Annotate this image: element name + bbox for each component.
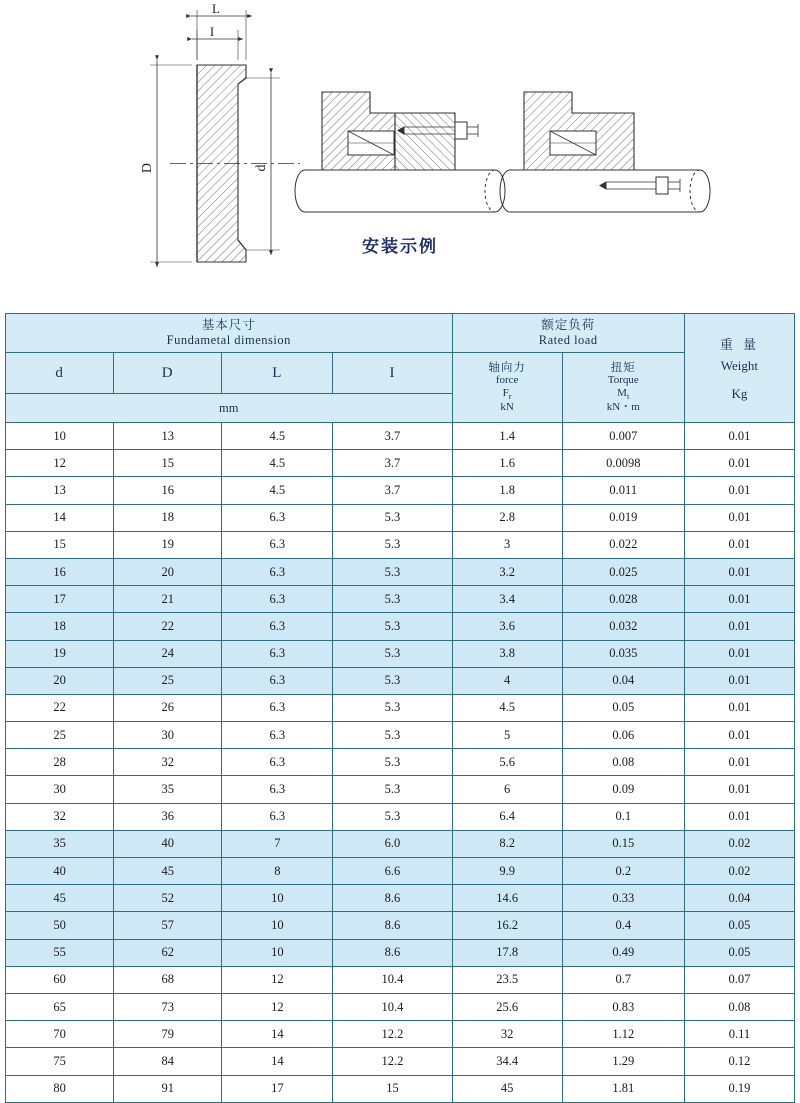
cell-L: 17 [222, 1075, 333, 1102]
cell-weight: 0.11 [684, 1021, 794, 1048]
table-row [6, 912, 795, 939]
cell-force: 5.6 [452, 749, 562, 776]
figure-caption: 安装示例 [362, 237, 438, 257]
torque-symbol-sub: t [626, 391, 630, 402]
cell-torque: 0.06 [562, 722, 684, 749]
cell-D: 45 [114, 858, 222, 885]
cell-L: 6.3 [222, 640, 333, 667]
cell-I: 12.2 [333, 1048, 452, 1075]
cell-weight: 0.02 [684, 858, 794, 885]
cell-I: 10.4 [333, 966, 452, 993]
table-row [6, 1048, 795, 1075]
cell-I: 15 [333, 1075, 452, 1102]
cell-I: 5.3 [333, 531, 452, 558]
table-row [6, 830, 795, 857]
cell-d: 32 [6, 803, 114, 830]
force-symbol-sub: r [508, 391, 512, 402]
table-body [6, 423, 795, 1103]
cell-torque: 0.4 [562, 912, 684, 939]
table-row [6, 613, 795, 640]
cell-d: 17 [6, 586, 114, 613]
table-row [6, 1021, 795, 1048]
cell-D: 68 [114, 966, 222, 993]
cell-weight: 0.01 [684, 694, 794, 721]
cell-torque: 1.81 [562, 1075, 684, 1102]
cell-d: 18 [6, 613, 114, 640]
table-row [6, 858, 795, 885]
cell-d: 75 [6, 1048, 114, 1075]
table-row [6, 722, 795, 749]
dimension-label-L: L [212, 1, 220, 16]
cell-L: 4.5 [222, 477, 333, 504]
header-group-dimension-en: Fundametal dimension [166, 333, 291, 347]
cell-weight: 0.01 [684, 722, 794, 749]
cell-force: 45 [452, 1075, 562, 1102]
cell-weight: 0.12 [684, 1048, 794, 1075]
cell-D: 16 [114, 477, 222, 504]
cell-torque: 0.022 [562, 531, 684, 558]
cell-force: 1.4 [452, 423, 562, 450]
cell-L: 10 [222, 885, 333, 912]
header-group-dimension [6, 314, 453, 353]
table-head [6, 314, 795, 423]
cell-force: 32 [452, 1021, 562, 1048]
header-axial-force-symbol [453, 387, 562, 401]
header-group-dimension-cn: 基本尺寸 [201, 317, 256, 333]
header-col-I: I [333, 353, 452, 394]
dimension-label-d: d [254, 164, 269, 172]
cell-torque: 0.025 [562, 558, 684, 585]
cell-force: 17.8 [452, 939, 562, 966]
cell-D: 35 [114, 776, 222, 803]
spec-table-wrap [5, 313, 795, 1103]
table-row [6, 966, 795, 993]
cell-D: 13 [114, 423, 222, 450]
cell-L: 6.3 [222, 749, 333, 776]
table-row [6, 667, 795, 694]
cell-d: 15 [6, 531, 114, 558]
cell-force: 1.8 [452, 477, 562, 504]
cell-I: 5.3 [333, 558, 452, 585]
cell-force: 3.2 [452, 558, 562, 585]
cell-weight: 0.01 [684, 450, 794, 477]
cell-D: 73 [114, 993, 222, 1020]
cell-I: 5.3 [333, 667, 452, 694]
cell-d: 50 [6, 912, 114, 939]
cell-D: 57 [114, 912, 222, 939]
cell-torque: 0.04 [562, 667, 684, 694]
table-row [6, 885, 795, 912]
cell-I: 5.3 [333, 776, 452, 803]
table-row [6, 803, 795, 830]
cell-force: 5 [452, 722, 562, 749]
cell-force: 3.8 [452, 640, 562, 667]
cell-force: 23.5 [452, 966, 562, 993]
cell-d: 14 [6, 504, 114, 531]
cell-L: 6.3 [222, 776, 333, 803]
cell-force: 4 [452, 667, 562, 694]
cell-d: 19 [6, 640, 114, 667]
cell-L: 6.3 [222, 613, 333, 640]
cell-torque: 0.05 [562, 694, 684, 721]
cell-torque: 0.0098 [562, 450, 684, 477]
header-weight [684, 314, 794, 423]
cell-I: 6.0 [333, 830, 452, 857]
cell-d: 30 [6, 776, 114, 803]
torque-symbol: M [617, 387, 627, 400]
cell-weight: 0.01 [684, 504, 794, 531]
header-axial-force [452, 353, 562, 423]
table-row [6, 776, 795, 803]
header-torque [562, 353, 684, 423]
cell-d: 60 [6, 966, 114, 993]
cell-d: 80 [6, 1075, 114, 1102]
specification-table [5, 313, 795, 1103]
cell-d: 40 [6, 858, 114, 885]
cell-d: 20 [6, 667, 114, 694]
cell-D: 19 [114, 531, 222, 558]
cell-weight: 0.05 [684, 912, 794, 939]
header-weight-unit: Kg [731, 386, 748, 401]
cell-d: 10 [6, 423, 114, 450]
header-group-load [452, 314, 684, 353]
cell-D: 91 [114, 1075, 222, 1102]
cell-force: 6.4 [452, 803, 562, 830]
header-torque-symbol [563, 387, 684, 401]
cell-d: 16 [6, 558, 114, 585]
cell-D: 30 [114, 722, 222, 749]
cell-I: 8.6 [333, 885, 452, 912]
cell-L: 6.3 [222, 558, 333, 585]
cell-D: 36 [114, 803, 222, 830]
cell-I: 3.7 [333, 450, 452, 477]
cell-d: 25 [6, 722, 114, 749]
cell-torque: 0.08 [562, 749, 684, 776]
cell-L: 6.3 [222, 694, 333, 721]
cell-weight: 0.01 [684, 531, 794, 558]
cell-torque: 0.007 [562, 423, 684, 450]
cell-D: 79 [114, 1021, 222, 1048]
cell-L: 6.3 [222, 722, 333, 749]
cell-force: 4.5 [452, 694, 562, 721]
table-row [6, 939, 795, 966]
cell-D: 52 [114, 885, 222, 912]
cell-I: 3.7 [333, 477, 452, 504]
cell-d: 12 [6, 450, 114, 477]
header-col-D: D [114, 353, 222, 394]
cell-D: 20 [114, 558, 222, 585]
cell-L: 4.5 [222, 423, 333, 450]
cell-d: 55 [6, 939, 114, 966]
cell-force: 16.2 [452, 912, 562, 939]
cell-d: 35 [6, 830, 114, 857]
cell-L: 7 [222, 830, 333, 857]
cell-force: 14.6 [452, 885, 562, 912]
cell-torque: 0.15 [562, 830, 684, 857]
cell-force: 9.9 [452, 858, 562, 885]
cell-I: 5.3 [333, 803, 452, 830]
cell-I: 6.6 [333, 858, 452, 885]
cell-D: 22 [114, 613, 222, 640]
cell-I: 5.3 [333, 749, 452, 776]
cell-weight: 0.01 [684, 423, 794, 450]
cell-D: 40 [114, 830, 222, 857]
cell-I: 12.2 [333, 1021, 452, 1048]
dimension-label-I: I [209, 24, 215, 39]
cell-force: 6 [452, 776, 562, 803]
cell-I: 5.3 [333, 640, 452, 667]
cell-force: 8.2 [452, 830, 562, 857]
cell-torque: 1.12 [562, 1021, 684, 1048]
cell-L: 4.5 [222, 450, 333, 477]
cell-L: 10 [222, 939, 333, 966]
cell-L: 14 [222, 1048, 333, 1075]
cell-I: 3.7 [333, 423, 452, 450]
cell-torque: 1.29 [562, 1048, 684, 1075]
header-group-load-cn: 额定负荷 [541, 317, 596, 333]
table-row [6, 1075, 795, 1102]
table-row [6, 504, 795, 531]
cell-torque: 0.035 [562, 640, 684, 667]
cell-L: 6.3 [222, 586, 333, 613]
header-col-d: d [6, 353, 114, 394]
table-row [6, 993, 795, 1020]
cell-d: 65 [6, 993, 114, 1020]
cell-weight: 0.01 [684, 640, 794, 667]
cell-D: 15 [114, 450, 222, 477]
cell-D: 25 [114, 667, 222, 694]
cell-I: 8.6 [333, 939, 452, 966]
cell-L: 6.3 [222, 504, 333, 531]
cell-torque: 0.011 [562, 477, 684, 504]
table-row [6, 450, 795, 477]
cell-L: 6.3 [222, 531, 333, 558]
cell-torque: 0.83 [562, 993, 684, 1020]
cell-force: 25.6 [452, 993, 562, 1020]
cell-I: 5.3 [333, 586, 452, 613]
cell-D: 84 [114, 1048, 222, 1075]
cell-weight: 0.01 [684, 477, 794, 504]
cell-force: 3 [452, 531, 562, 558]
table-row [6, 694, 795, 721]
cell-weight: 0.01 [684, 803, 794, 830]
cell-L: 12 [222, 966, 333, 993]
cell-torque: 0.33 [562, 885, 684, 912]
cell-torque: 0.1 [562, 803, 684, 830]
cell-D: 18 [114, 504, 222, 531]
cell-torque: 0.019 [562, 504, 684, 531]
cell-I: 5.3 [333, 694, 452, 721]
table-row [6, 531, 795, 558]
cell-torque: 0.09 [562, 776, 684, 803]
table-row [6, 477, 795, 504]
header-weight-en: Weight [720, 358, 759, 373]
force-symbol: F [502, 387, 509, 400]
cell-I: 5.3 [333, 722, 452, 749]
cell-weight: 0.05 [684, 939, 794, 966]
cell-weight: 0.08 [684, 993, 794, 1020]
cell-I: 5.3 [333, 504, 452, 531]
table-row [6, 586, 795, 613]
cell-torque: 0.032 [562, 613, 684, 640]
table-row [6, 640, 795, 667]
cell-weight: 0.01 [684, 749, 794, 776]
cell-force: 1.6 [452, 450, 562, 477]
cell-weight: 0.01 [684, 776, 794, 803]
cell-L: 12 [222, 993, 333, 1020]
cell-L: 14 [222, 1021, 333, 1048]
dimension-label-D: D [140, 162, 155, 174]
header-col-L: L [222, 353, 333, 394]
cell-I: 8.6 [333, 912, 452, 939]
cell-force: 2.8 [452, 504, 562, 531]
cell-weight: 0.02 [684, 830, 794, 857]
cell-D: 26 [114, 694, 222, 721]
cell-I: 5.3 [333, 613, 452, 640]
cell-force: 3.6 [452, 613, 562, 640]
table-row [6, 423, 795, 450]
cell-D: 62 [114, 939, 222, 966]
cell-weight: 0.01 [684, 667, 794, 694]
cell-weight: 0.01 [684, 558, 794, 585]
cell-d: 45 [6, 885, 114, 912]
header-axial-force-unit: kN [500, 401, 514, 414]
cell-weight: 0.04 [684, 885, 794, 912]
cell-L: 8 [222, 858, 333, 885]
header-group-load-en: Rated load [538, 333, 598, 347]
cell-D: 32 [114, 749, 222, 776]
cell-torque: 0.028 [562, 586, 684, 613]
cell-d: 13 [6, 477, 114, 504]
table-row [6, 558, 795, 585]
header-axial-force-en: force [495, 374, 519, 387]
header-torque-unit: kN・m [606, 401, 640, 414]
header-weight-cn: 重 量 [719, 338, 759, 353]
header-axial-force-cn: 轴向力 [488, 359, 526, 374]
cell-force: 3.4 [452, 586, 562, 613]
cell-torque: 0.2 [562, 858, 684, 885]
cell-force: 34.4 [452, 1048, 562, 1075]
cell-torque: 0.49 [562, 939, 684, 966]
header-torque-cn: 扭矩 [610, 359, 636, 374]
cell-L: 10 [222, 912, 333, 939]
table-row [6, 749, 795, 776]
header-torque-en: Torque [607, 374, 639, 387]
cell-L: 6.3 [222, 803, 333, 830]
cell-weight: 0.07 [684, 966, 794, 993]
cell-weight: 0.01 [684, 613, 794, 640]
cell-I: 10.4 [333, 993, 452, 1020]
cell-D: 21 [114, 586, 222, 613]
technical-drawing [0, 0, 800, 300]
cell-L: 6.3 [222, 667, 333, 694]
cell-d: 70 [6, 1021, 114, 1048]
header-unit-mm: mm [6, 394, 453, 423]
cell-weight: 0.01 [684, 586, 794, 613]
cell-torque: 0.7 [562, 966, 684, 993]
cell-weight: 0.19 [684, 1075, 794, 1102]
cell-d: 22 [6, 694, 114, 721]
cell-D: 24 [114, 640, 222, 667]
cell-d: 28 [6, 749, 114, 776]
